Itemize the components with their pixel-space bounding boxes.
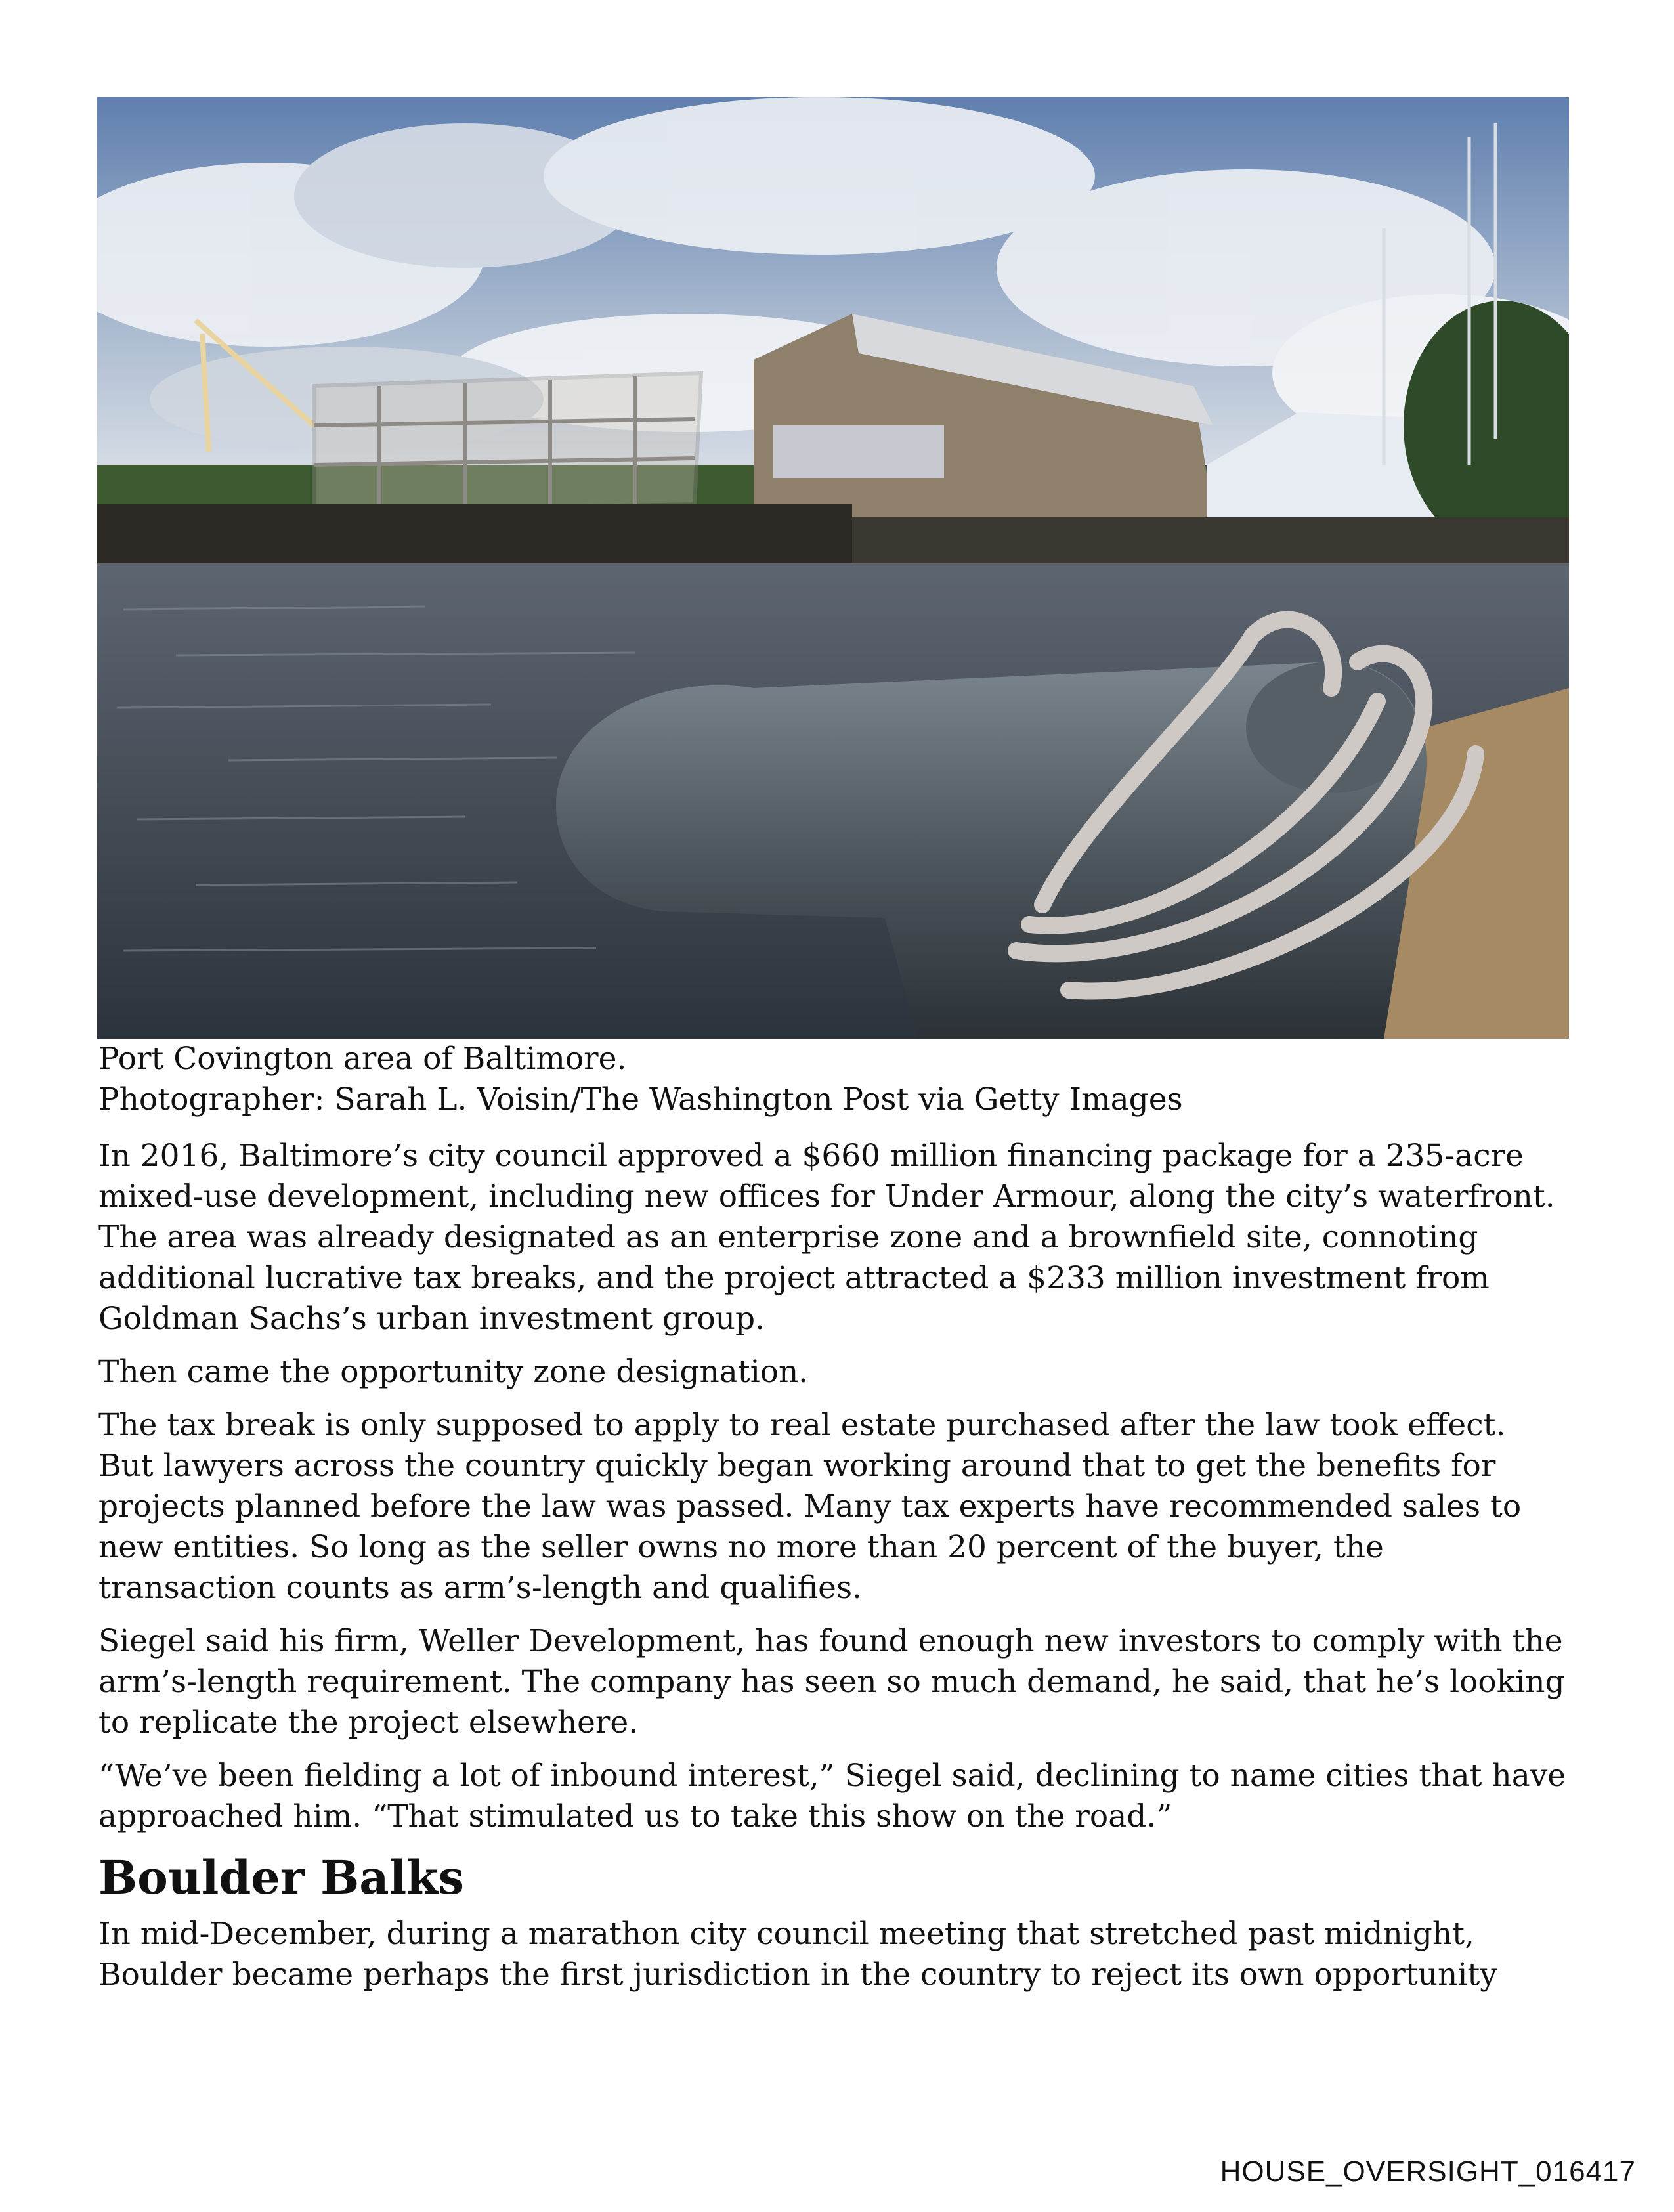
pier-wall — [97, 504, 852, 567]
building-frame — [314, 373, 701, 511]
caption-title: Port Covington area of Baltimore. — [98, 1041, 627, 1077]
article-body — [98, 1136, 1569, 2008]
photo-caption — [98, 1039, 1569, 1120]
paragraph: Siegel said his firm, Weller Development, has found enough new investors to comply with the arm’s-length requirement. The company has seen so much demand, he said, that he’s looking to replicate the project elsewhere. — [98, 1623, 1565, 1741]
caption-credit: Photographer: Sarah L. Voisin/The Washington Post via Getty Images — [98, 1081, 1183, 1117]
paragraph: “We’ve been fielding a lot of inbound interest,” Siegel said, declining to name cities that have approached him. “That stimulated us to take this show on the road.” — [98, 1758, 1566, 1834]
bates-number: HOUSE_OVERSIGHT_016417 — [1220, 2156, 1636, 2188]
paragraph: Then came the opportunity zone designation. — [98, 1354, 809, 1390]
paragraph: In 2016, Baltimore’s city council approved a $660 million financing package for a 235-acre mixed-use development, including new offices for Under Armour, along the city’s waterfront. The area was already designated as an enterprise zone and a brownfield site, connoting additional lucrative tax breaks, and the project attracted a $233 million investment from Goldman Sachs’s urban investment group. — [98, 1138, 1555, 1337]
article-photo — [97, 97, 1569, 1039]
paragraph: In mid-December, during a marathon city council meeting that stretched past midnight, Boulder became perhaps the first jurisdiction in the country to reject its own opportunity — [98, 1916, 1497, 1993]
paragraph: The tax break is only supposed to apply to real estate purchased after the law took effect. But lawyers across the country quickly began working around that to get the benefits for projects planned before the law was passed. Many tax experts have recommended sales to new entities. So long as the seller owns no more than 20 percent of the buyer, the transaction counts as arm’s-length and qualifies. — [98, 1407, 1522, 1606]
section-heading: Boulder Balks — [98, 1850, 465, 1905]
